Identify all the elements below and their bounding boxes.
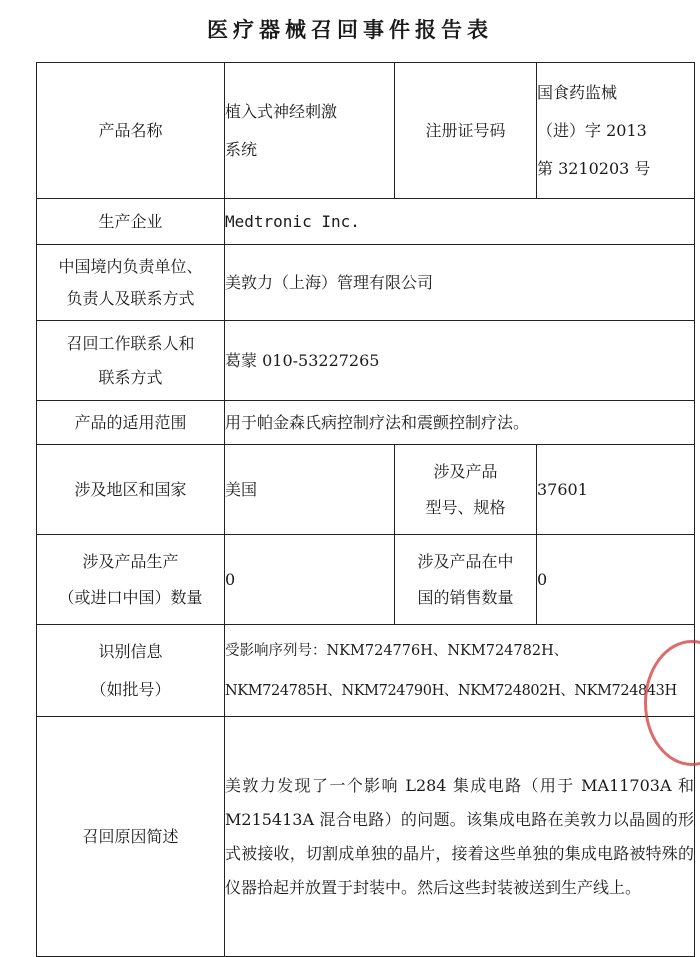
identification-label	[37, 625, 225, 717]
identification-value	[225, 625, 695, 717]
identification-line: NKM724785H、NKM724790H、NKM724802H、NKM724843H	[225, 682, 677, 699]
row-manufacturer	[37, 199, 695, 245]
model-label	[395, 445, 537, 535]
scope-label: 产品的适用范围	[37, 401, 225, 445]
quantity-label-line: 涉及产品生产	[82, 551, 179, 571]
identification-label-line: （如批号）	[90, 679, 171, 699]
model-label-line: 型号、规格	[425, 497, 506, 517]
china-agent-value: 美敦力（上海）管理有限公司	[225, 245, 695, 321]
region-label: 涉及地区和国家	[37, 445, 225, 535]
china-agent-label	[37, 245, 225, 321]
registration-number-line: 第 3210203 号	[537, 158, 651, 178]
registration-number-line: （进）字 2013	[537, 120, 647, 140]
china-agent-label-line: 中国境内负责单位、	[58, 256, 203, 276]
contact-label-line: 联系方式	[98, 367, 163, 387]
contact-label	[37, 321, 225, 401]
china-sales-label-line: 涉及产品在中	[417, 551, 514, 571]
row-contact	[37, 321, 695, 401]
page-title: 医疗器械召回事件报告表	[207, 17, 493, 42]
registration-number-line: 国食药监械	[537, 82, 618, 102]
scope-value: 用于帕金森氏病控制疗法和震颤控制疗法。	[225, 401, 695, 445]
model-value: 37601	[537, 445, 695, 535]
registration-number-label: 注册证号码	[395, 63, 537, 199]
model-label-line: 涉及产品	[433, 461, 498, 481]
reason-label: 召回原因简述	[37, 717, 225, 957]
manufacturer-label: 生产企业	[37, 199, 225, 245]
identification-line: 受影响序列号：NKM724776H、NKM724782H、	[225, 642, 569, 659]
reason-value: 美敦力发现了一个影响 L284 集成电路（用于 MA11703A 和 M215413A 混合电路）的问题。该集成电路在美敦力以晶圆的形式被接收，切割成单独的晶片，接着这些单独的集成电路被特殊的仪器拾起并放置于封装中。然后这些封装被送到生产线上。	[225, 717, 695, 957]
registration-number-value	[537, 63, 695, 199]
quantity-label-line: （或进口中国）数量	[58, 587, 203, 607]
row-china-agent	[37, 245, 695, 321]
manufacturer-value: Medtronic Inc.	[225, 199, 695, 245]
china-agent-label-line: 负责人及联系方式	[66, 288, 195, 308]
china-sales-value: 0	[537, 535, 695, 625]
product-name-line: 植入式神经刺激	[225, 101, 338, 121]
row-product	[37, 63, 695, 199]
row-identification	[37, 625, 695, 717]
identification-label-line: 识别信息	[98, 641, 163, 661]
contact-label-line: 召回工作联系人和	[66, 333, 195, 353]
row-quantity	[37, 535, 695, 625]
product-name-line: 系统	[225, 139, 258, 159]
quantity-value: 0	[225, 535, 395, 625]
china-sales-label	[395, 535, 537, 625]
quantity-label	[37, 535, 225, 625]
recall-report-table	[36, 62, 695, 957]
row-region	[37, 445, 695, 535]
china-sales-label-line: 国的销售数量	[417, 587, 514, 607]
row-scope	[37, 401, 695, 445]
contact-value: 葛蒙 010-53227265	[225, 321, 695, 401]
region-value: 美国	[225, 445, 395, 535]
product-name-label: 产品名称	[37, 63, 225, 199]
product-name-value	[225, 63, 395, 199]
row-reason	[37, 717, 695, 957]
